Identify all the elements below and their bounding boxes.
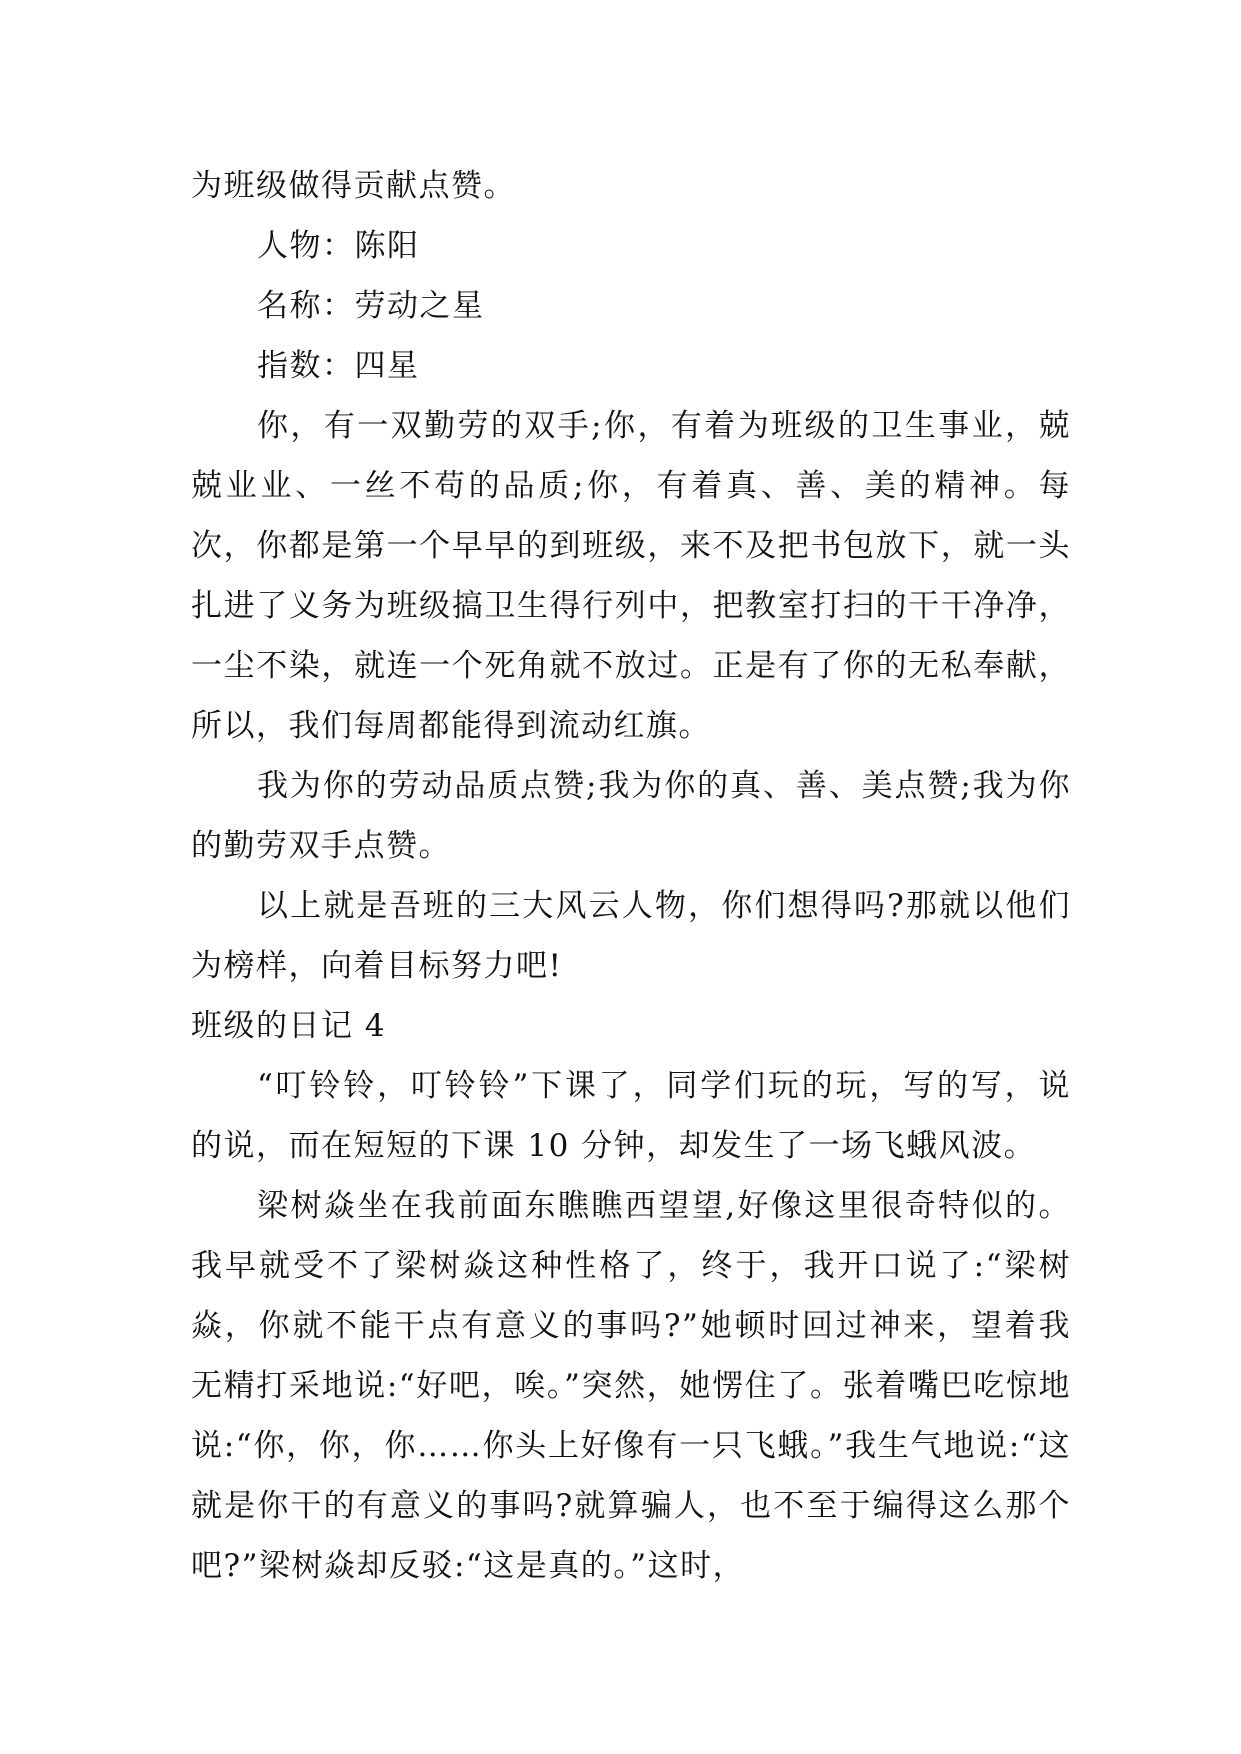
paragraph-person: 人物：陈阳 <box>257 228 420 264</box>
document-page <box>191 156 1071 1596</box>
section-heading: 班级的日记 4 <box>191 1008 387 1044</box>
paragraph-continuation: 为班级做得贡献点赞。 <box>191 168 516 204</box>
paragraph-conclusion: 以上就是吾班的三大风云人物，你们想得吗?那就以他们为榜样，向着目标努力吧! <box>191 888 1071 984</box>
paragraph-praise: 我为你的劳动品质点赞;我为你的真、善、美点赞;我为你的勤劳双手点赞。 <box>191 768 1071 864</box>
paragraph-description: 你，有一双勤劳的双手;你，有着为班级的卫生事业，兢兢业业、一丝不苟的品质;你，有着真、善、美的精神。每次，你都是第一个早早的到班级，来不及把书包放下，就一头扎进了义务为班级搞卫生得行列中，把教室打扫的干干净净，一尘不染，就连一个死角就不放过。正是有了你的无私奉献，所以，我们每周都能得到流动红旗。 <box>191 408 1071 744</box>
paragraph-story-body: 梁树焱坐在我前面东瞧瞧西望望,好像这里很奇特似的。我早就受不了梁树焱这种性格了，终于，我开口说了:“梁树焱，你就不能干点有意义的事吗?”她顿时回过神来，望着我无精打采地说:“好吧，唉。”突然，她愣住了。张着嘴巴吃惊地说:“你，你，你……你头上好像有一只飞蛾。”我生气地说:“这就是你干的有意义的事吗?就算骗人，也不至于编得这么那个吧?”梁树焱却反驳:“这是真的。”这时， <box>191 1188 1071 1584</box>
paragraph-story-opening: “叮铃铃，叮铃铃”下课了，同学们玩的玩，写的写，说的说，而在短短的下课 10 分钟，却发生了一场飞蛾风波。 <box>191 1068 1071 1164</box>
paragraph-rating: 指数：四星 <box>257 348 420 384</box>
paragraph-title: 名称：劳动之星 <box>257 288 485 324</box>
